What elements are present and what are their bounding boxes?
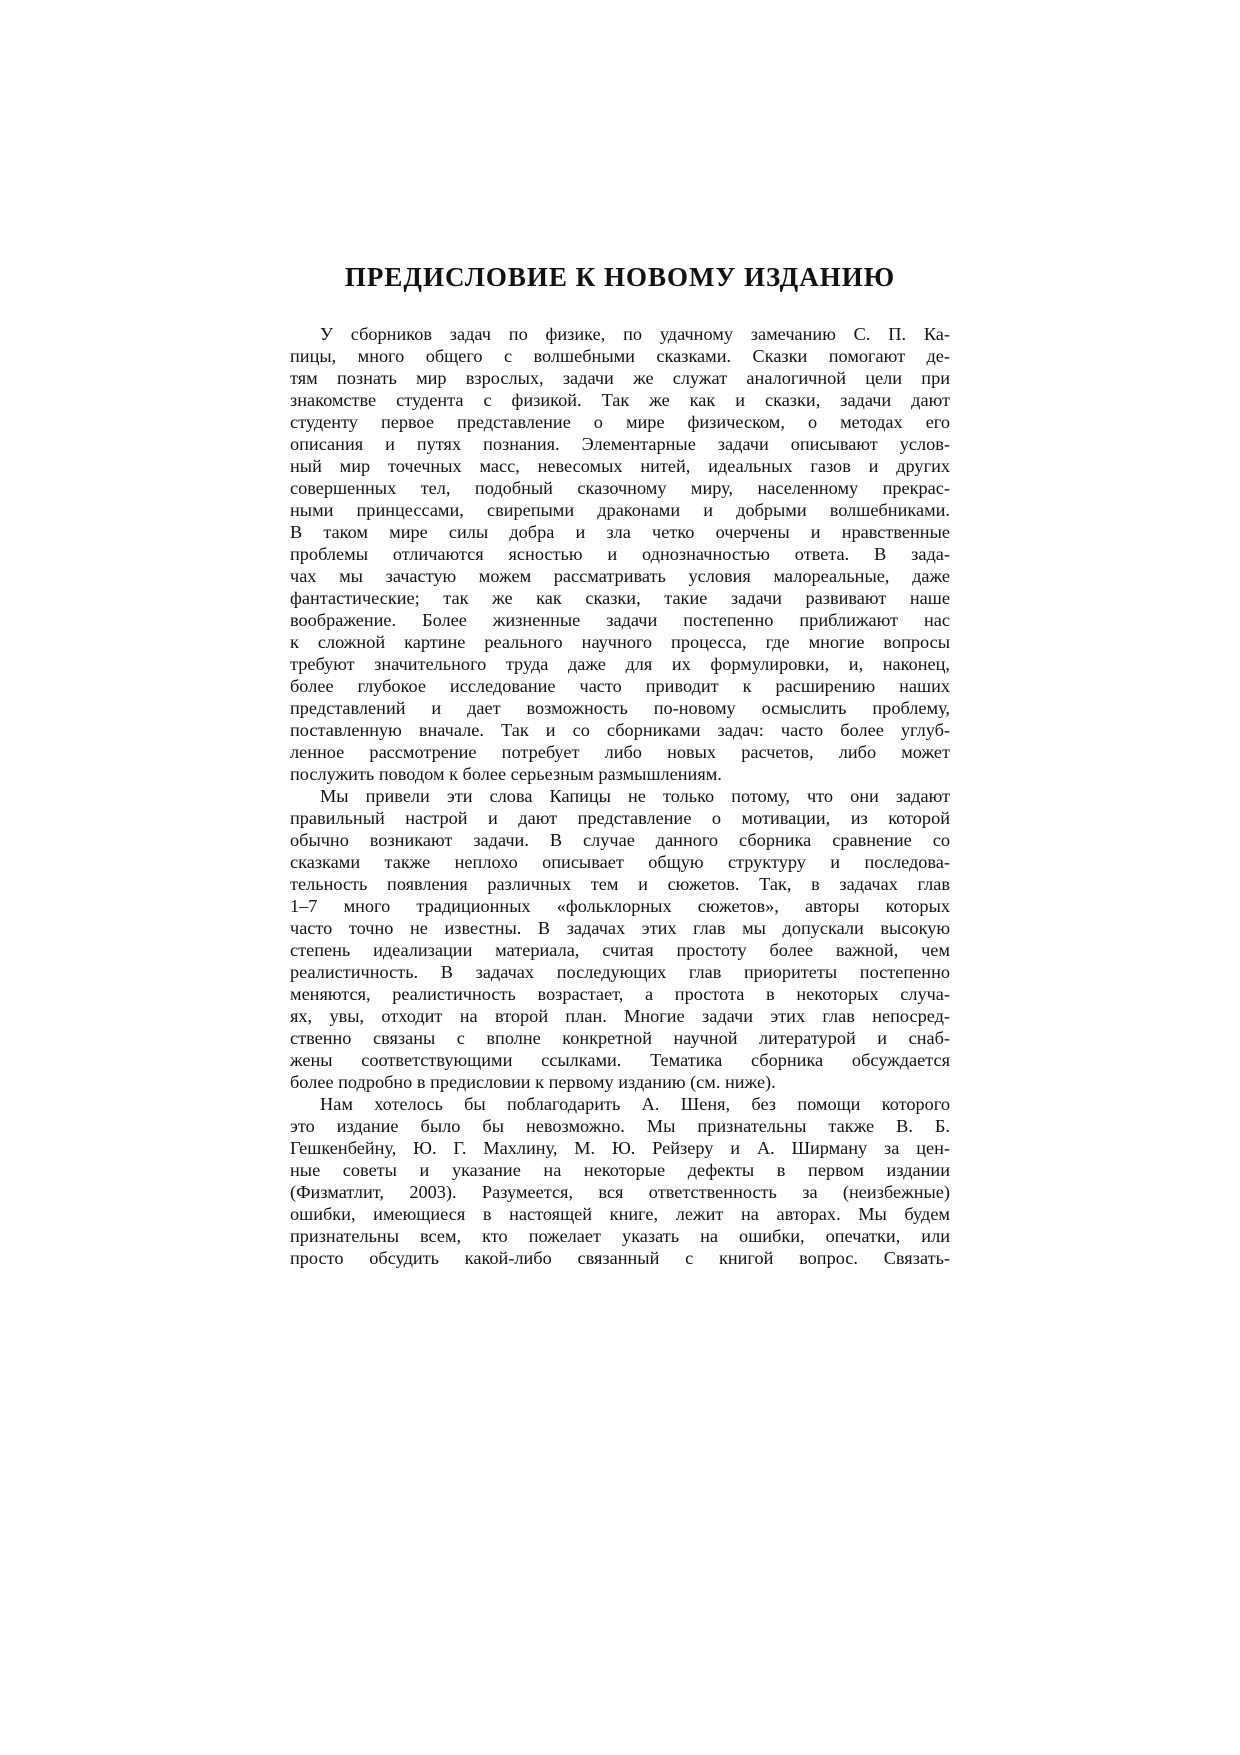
text-line: ственно связаны с вполне конкретной научной литературой и снаб- — [290, 1028, 950, 1048]
text-line: описания и путях познания. Элементарные задачи описывают услов- — [290, 434, 950, 454]
text-line: обычно возникают задачи. В случае данного сборника сравнение со — [290, 830, 950, 850]
text-line: поставленную вначале. Так и со сборниками задач: часто более углуб- — [290, 720, 950, 740]
preface-body — [290, 323, 950, 1269]
text-line: ошибки, имеющиеся в настоящей книге, лежит на авторах. Мы будем — [290, 1204, 950, 1224]
text-line: проблемы отличаются ясностью и однозначностью ответа. В зада- — [290, 544, 950, 564]
text-line: знакомстве студента с физикой. Так же как и сказки, задачи дают — [290, 390, 950, 410]
text-line: сказками также неплохо описывает общую структуру и последова- — [290, 852, 950, 872]
text-line: ленное рассмотрение потребует либо новых расчетов, либо может — [290, 742, 950, 762]
text-line: Мы привели эти слова Капицы не только потому, что они задают — [320, 786, 950, 806]
text-line: пицы, много общего с волшебными сказками. Сказки помогают де- — [290, 346, 950, 366]
text-line: ный мир точечных масс, невесомых нитей, идеальных газов и других — [290, 456, 950, 476]
text-line: к сложной картине реального научного процесса, где многие вопросы — [290, 632, 950, 652]
text-line: Гешкенбейну, Ю. Г. Махлину, М. Ю. Рейзеру и А. Ширману за цен- — [290, 1138, 950, 1158]
page-title: ПРЕДИСЛОВИЕ К НОВОМУ ИЗДАНИЮ — [344, 262, 896, 292]
text-line: тельность появления различных тем и сюжетов. Так, в задачах глав — [290, 874, 950, 894]
text-line: фантастические; так же как сказки, такие задачи развивают наше — [290, 588, 950, 608]
text-line: более глубокое исследование часто приводит к расширению наших — [290, 676, 950, 696]
text-line: тям познать мир взрослых, задачи же служат аналогичной цели при — [290, 368, 950, 388]
text-line: 1–7 много традиционных «фольклорных сюжетов», авторы которых — [290, 896, 950, 916]
text-line: ях, увы, отходит на второй план. Многие задачи этих глав непосред- — [290, 1006, 950, 1026]
text-line: жены соответствующими ссылками. Тематика сборника обсуждается — [290, 1050, 950, 1070]
text-line: требуют значительного труда даже для их формулировки, и, наконец, — [290, 654, 950, 674]
text-line: У сборников задач по физике, по удачному замечанию С. П. Ка- — [320, 324, 950, 344]
text-line: часто точно не известны. В задачах этих глав мы допускали высокую — [290, 918, 950, 938]
text-line: послужить поводом к более серьезным размышлениям. — [290, 764, 722, 784]
text-line: ными принцессами, свирепыми драконами и добрыми волшебниками. — [290, 500, 950, 520]
text-line: представлений и дает возможность по-новому осмыслить проблему, — [290, 698, 950, 718]
text-line: воображение. Более жизненные задачи постепенно приближают нас — [290, 610, 950, 630]
text-line: Нам хотелось бы поблагодарить А. Шеня, без помощи которого — [320, 1094, 950, 1114]
text-line: чах мы зачастую можем рассматривать условия малореальные, даже — [290, 566, 950, 586]
text-line: просто обсудить какой-либо связанный с книгой вопрос. Связать- — [290, 1248, 950, 1268]
text-line: совершенных тел, подобный сказочному миру, населенному прекрас- — [290, 478, 950, 498]
text-line: степень идеализации материала, считая простоту более важной, чем — [290, 940, 950, 960]
text-line: это издание было бы невозможно. Мы признательны также В. Б. — [290, 1116, 950, 1136]
text-line: признательны всем, кто пожелает указать на ошибки, опечатки, или — [290, 1226, 950, 1246]
text-line: более подробно в предисловии к первому изданию (см. ниже). — [290, 1072, 776, 1092]
text-line: правильный настрой и дают представление о мотивации, из которой — [290, 808, 950, 828]
text-line: меняются, реалистичность возрастает, а простота в некоторых случа- — [290, 984, 950, 1004]
text-line: В таком мире силы добра и зла четко очерчены и нравственные — [290, 522, 950, 542]
text-line: реалистичность. В задачах последующих глав приоритеты постепенно — [290, 962, 950, 982]
text-line: ные советы и указание на некоторые дефекты в первом издании — [290, 1160, 950, 1180]
text-line: студенту первое представление о мире физическом, о методах его — [290, 412, 950, 432]
text-line: (Физматлит, 2003). Разумеется, вся ответственность за (неизбежные) — [290, 1182, 950, 1202]
